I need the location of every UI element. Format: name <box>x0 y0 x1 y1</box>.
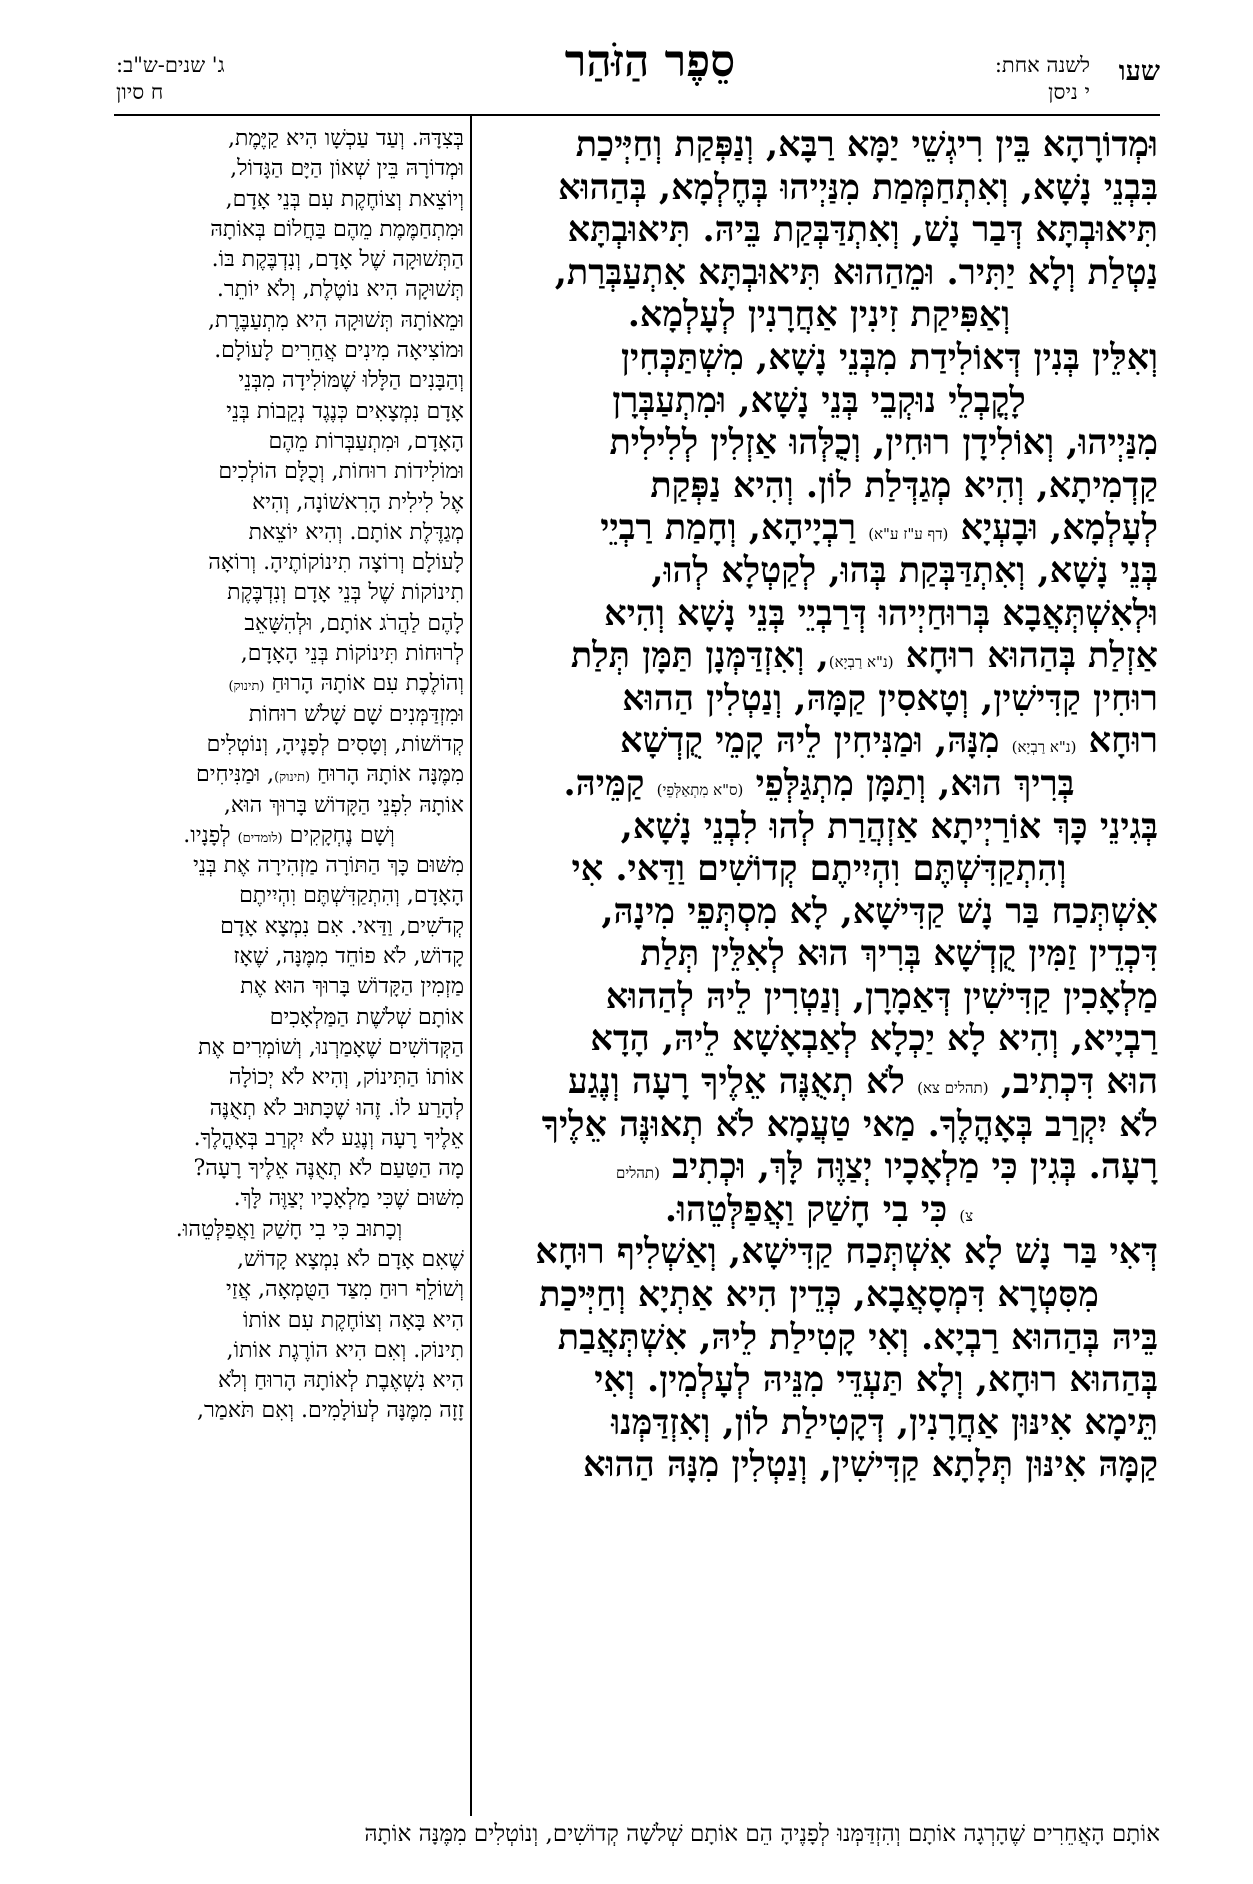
side-line: לָעוֹלָם וְרוֹצָה תִינוֹקוֹתֶיהָ. וְרוֹאָה <box>208 550 464 576</box>
side-line: הַתְּשׁוּקָה שֶׁל אָדָם, וְנִדְבֶּקֶת בּוֹ. <box>211 247 464 273</box>
main-line: מִסִּטְרָא דִּמְסָאֲבָא, כְּדֵין הִיא אַתְיָא וְחַיְּיכַת <box>539 1274 1099 1316</box>
one-year-date: י ניסן <box>1048 80 1090 104</box>
side-line: קְדוֹשׁוֹת, וְטָסִים לְפָנֶיהָ, וְנוֹטְלִים <box>206 731 464 757</box>
main-line <box>480 763 1158 806</box>
main-line: רַבְיָיא, וְהִיא לָא יַכְלָא לְאַבְאָשָׁא לֵיהּ, הָדָא <box>590 1018 1158 1060</box>
side-line: וּמִתְחַמֶּמֶת מֵהֶם בַּחֲלוֹם בְּאוֹתָהּ <box>210 216 464 242</box>
book-title: סֵפֶר הַזֹּהַר <box>564 36 736 87</box>
side-line <box>114 821 464 851</box>
side-line: וּמוֹצִיאָה מִינִים אֲחֵרִים לָעוֹלָם. <box>214 338 464 364</box>
side-line-text: וְשָׁם נֶחְקָקִים <box>289 822 395 848</box>
side-line: מַזְמִין הַקָּדוֹשׁ בָּרוּךְ הוּא אֶת <box>240 974 464 1000</box>
main-line: אִשְׁתְּכַח בַּר נָשׁ קַדִּישָׁא, לָא מִסְתְּפֵי מִינָהּ, <box>601 890 1158 932</box>
side-line: וּמִזְדַּמְּנִים שָׁם שָׁלֹשׁ רוּחוֹת <box>248 701 464 727</box>
main-line-text: רַבְיָיהָא, וְחָמַת רַבְיֵי <box>600 507 857 549</box>
main-line: קַדְמִיתָא, וְהִיא מְגַדְּלַת לוֹן. וְהִיא נַפְּקַת <box>650 464 1158 506</box>
column-divider <box>470 114 472 1816</box>
three-years-date: ח סיון <box>116 80 164 104</box>
main-line: רוּחִין קַדִּישִׁין, וְטָאסִין קַמָּהּ, וְנַטְלִין הַהוּא <box>622 677 1158 719</box>
main-line <box>480 1189 1158 1232</box>
side-line: לָהֶם לַהֲרֹג אוֹתָם, וּלְהִשָּׁאֵב <box>244 610 464 636</box>
main-line-text: רוּחָא <box>1088 720 1158 762</box>
side-line: אוֹתָהּ לִפְנֵי הַקָּדוֹשׁ בָּרוּךְ הוּא, <box>223 792 464 818</box>
side-line: וְכָתוּב כִּי בִי חָשַׁק וַאֲפַלְּטֵהוּ. <box>175 1216 403 1242</box>
side-line: מָה הַטַּעַם לֹא תְאֻנֶּה אֵלֶיךָ רָעָה? <box>193 1156 464 1182</box>
page-number: שעו <box>1118 56 1160 87</box>
main-line <box>480 1146 1158 1189</box>
side-line: וּמְדוֹרָהּ בֵּין שְׁאוֹן הַיָּם הַגָּדוֹל, <box>230 156 464 182</box>
verse-reference: צ) <box>959 1206 974 1225</box>
side-line: הָאָדָם, וְהִתְקַדִּשְׁתֶּם וִהְיִיתֶם <box>239 883 464 909</box>
main-line: דְּאִי בַּר נָשׁ לָא אִשְׁתְּכַח קַדִּישָׁא, וְאַשְׁלִיף רוּחָא <box>535 1231 1158 1273</box>
side-note: (לומדים) <box>237 830 283 846</box>
side-line <box>114 669 464 699</box>
side-line: שֶׁאִם אָדָם לֹא נִמְצָא קָדוֹשׁ, <box>237 1246 464 1272</box>
header-divider <box>114 114 1160 116</box>
main-line: בְּגִינֵי כָּךְ אוֹרַיְיתָא אַזְהֲרַת לְהוּ לִבְנֵי נָשָׁא, <box>620 805 1158 847</box>
main-line-text: מִנָּהּ, וּמַנִּיחִין לֵיהּ קָמֵי קֻדְשָׁא <box>620 720 1000 762</box>
side-line: בְּצִדָּהּ. וְעַד עַכְשָׁו הִיא קַיֶּמֶת, <box>227 126 464 151</box>
side-line: מְגַדֶּלֶת אוֹתָם. וְהִיא יוֹצֵאת <box>248 519 464 545</box>
main-line: וּמְדוֹרָהָא בֵּין רִיגְשֵׁי יַמָּא רַבָּא, וְנַפְּקַת וְחַיְּיכַת <box>575 124 1158 165</box>
main-line-text: בְּרִיךְ הוּא, וְתַמָּן מִתְגַּלְּפֵי <box>755 762 1075 804</box>
daf-reference: (דף ע"ז ע"א) <box>868 525 949 544</box>
main-line-text: קַמֵּיהּ. <box>563 762 645 804</box>
side-line: תִינוֹקוֹת שֶׁל בְּנֵי אָדָם וְנִדְבֶּקֶת <box>227 580 464 606</box>
main-line: מִנַּיְיהוּ, וְאוֹלִידָן רוּחִין, וְכֻלְּהוּ אַזְלִין לְלִילִית <box>609 422 1158 464</box>
main-line: מַלְאָכִין קַדִּישִׁין דְּאַמָרָן, וְנַטְרִין לֵיהּ לְהַהוּא <box>605 975 1158 1017</box>
side-line: קָדוֹשׁ, לֹא פוֹחֵד מִמֶּנָּה, שֶׁאָז <box>233 944 464 970</box>
side-line-text: וְהוֹלֶכֶת עִם אוֹתָהּ הָרוּחַ <box>271 671 464 697</box>
main-line: תִּיאוּבְתָּא דְּבַר נָשׁ, וְאִתְדַּבְּקַת בֵּיהּ. תִּיאוּבְתָּא <box>567 209 1158 251</box>
main-line <box>480 507 1158 550</box>
side-line: קְדֹשִׁים, וַדַּאי. אִם נִמְצָא אָדָם <box>220 913 464 939</box>
main-line: בְּנֵי נָשָׁא, וְאִתְדַּבְּקַת בְּהוּ, לְקַטְלָא לְהוּ, <box>651 549 1158 591</box>
side-line: אוֹתוֹ הַתִּינוֹק, וְהִיא לֹא יְכוֹלָה <box>228 1065 464 1091</box>
side-line <box>114 760 464 790</box>
nusach-note: (נ"א רַבְיָא) <box>828 653 894 672</box>
side-line: הִיא נִשְׁאֶבֶת לְאוֹתָהּ הָרוּחַ וְלֹא <box>218 1368 464 1394</box>
side-line: וּמוֹלִידוֹת רוּחוֹת, וְכֻלָּם הוֹלְכִים <box>218 459 464 485</box>
verse-reference: (תהלים <box>615 1164 660 1183</box>
main-line-text: אַזְלַת בְּהַהוּא רוּחָא <box>905 635 1158 677</box>
main-line: בֵּיהּ בְּהַהוּא רַבְיָא. וְאִי קָטִילַת לֵיהּ, אִשְׁתְּאֲבַת <box>557 1316 1158 1358</box>
side-note: (תינוק) <box>228 679 265 695</box>
side-line: הַקְּדוֹשִׁים שֶׁאָמַרְנוּ, וְשׁוֹמְרִים אֶת <box>198 1034 464 1060</box>
main-text-column <box>480 124 1158 1487</box>
side-line: וְיוֹצֵאת וְצוֹחֶקֶת עִם בְּנֵי אָדָם, <box>225 186 464 212</box>
main-line-text: הוּא דִּכְתִיב, <box>1000 1061 1158 1103</box>
bottom-continuation-line: אוֹתָם הָאֲחֵרִים שֶׁהָרְגָה אוֹתָם וְהִזְדַּמְּנוּ לְפָנֶיהָ הֵם אוֹתָם שְׁלֹשָׁה קְדוֹשִׁים, וְנוֹטְלִים מִמֶּנָּה אוֹתָהּ <box>364 1821 1160 1847</box>
reading-schedule-three-years <box>116 52 316 106</box>
side-line: מִשּׁוּם כָּךְ הַתּוֹרָה מַזְהִירָה אֶת בְּנֵי <box>193 853 464 879</box>
main-line: בְּהַהוּא רוּחָא, וְלָא תַּעְדֵּי מִנֵּיהּ לְעָלְמִין. וְאִי <box>594 1359 1158 1401</box>
main-line: דִּכְדֵין זַמִּין קֻדְשָׁא בְּרִיךְ הוּא לְאִלֵּין תְּלַת <box>640 933 1158 975</box>
main-line: וְהִתְקַדִּשְׁתֶּם וִהְיִיתֶם קְדוֹשִׁים וַדַּאי. אִי <box>571 848 1067 890</box>
reading-schedule-one-year <box>980 52 1090 106</box>
main-line: תֵּימָא אִינּוּן אַחֲרָנִין, דְּקָטִילַת לוֹן, וְאִזְדַּמְּנוּ <box>611 1401 1158 1443</box>
main-line-text: רָעָה. בְּגִין כִּי מַלְאָכָיו יְצַוֶּה לָּךְ, וּכְתִיב <box>672 1146 1158 1188</box>
main-line: וּלְאִשְׁתְּאֲבָא בְּרוּחַיְיהוּ דְּרַבְיֵי בְּנֵי נָשָׁא וְהִיא <box>604 592 1158 634</box>
side-line: אוֹתָם שְׁלֹשֶׁת הַמַּלְאָכִים <box>269 1004 464 1030</box>
side-note: (תינוק) <box>274 770 311 786</box>
nusach-note: (נ"א רַבְיָא) <box>1011 738 1077 757</box>
main-line: בִּבְנֵי נָשָׁא, וְאִתְחַמְּמַת מִנַּיְיהוּ בְּחֶלְמָא, בְּהַהוּא <box>558 166 1158 208</box>
side-line: לְרוּחוֹת תִּינוֹקוֹת בְּנֵי הָאָדָם, <box>240 641 464 667</box>
verse-text: לֹא תְאֻנֶּה אֵלֶיךָ רָעָה וְנֶגַע <box>567 1061 905 1103</box>
side-line: תְּשׁוּקָה הִיא נוֹטֶלֶת, וְלֹא יוֹתֵר. <box>216 277 464 303</box>
main-line-text: , וְאִזְדַּמְּנָן תַּמָּן תְּלַת <box>570 635 829 677</box>
main-line: וְאַפִּיקַת זִינִין אַחֲרָנִין לְעָלְמָא. <box>627 294 1011 336</box>
main-line: לֹא יִקְרַב בְּאָהֳלֶךָ. מַאי טַעֲמָא לֹא תְאוּנֶּה אֵלֶיךָ <box>541 1103 1158 1145</box>
side-line-text: , וּמַנִּיחִים <box>196 762 275 788</box>
main-line-text: כִּי בִי חָשַׁק וַאֲפַלְּטֵהוּ. <box>664 1188 948 1230</box>
three-years-label: ג' שנים-ש"ב: <box>116 53 225 77</box>
side-line: הָאָדָם, וּמִתְעַבְּרוֹת מֵהֶם <box>268 428 464 454</box>
side-line: אֵלֶיךָ רָעָה וְנֶגַע לֹא יִקְרַב בְּאָהֳלֶךָ. <box>193 1125 464 1151</box>
side-line: תִינוֹק. וְאִם הִיא הוֹרֶגֶת אוֹתוֹ, <box>226 1337 464 1363</box>
side-line: וְשׁוֹלֵף רוּחַ מִצַּד הַטֻּמְאָה, אֲזַי <box>225 1277 464 1303</box>
main-line: לָקֳבְלֵי נוּקְבֵי בְּנֵי נָשָׁא, וּמִתְעַבְּרָן <box>612 379 1026 421</box>
nusach-note: (ס"א מִתְאַלְּפֵי) <box>656 780 744 799</box>
side-line: זָזָה מִמֶּנָּה לְעוֹלָמִים. וְאִם תֹּאמַר, <box>197 1398 464 1424</box>
side-line: מִשּׁוּם שֶׁכִּי מַלְאָכָיו יְצַוֶּה לָּךְ. <box>233 1186 464 1212</box>
side-line: וְהַבָּנִים הַלָּלוּ שֶׁמּוֹלִידָה מִבְּנֵי <box>238 368 464 394</box>
side-line: לְהָרַע לוֹ. זֶהוּ שֶׁכָּתוּב לֹא תְאֻנֶּה <box>209 1095 464 1121</box>
verse-reference: (תהלים צא) <box>917 1079 989 1098</box>
side-line: אֶל לִילִית הָרִאשׁוֹנָה, וְהִיא <box>252 489 464 515</box>
main-line: קַמָּהּ אִינּוּן תְּלָתָא קַדִּישִׁין, וְנַטְלִין מִנָּהּ הַהוּא <box>583 1444 1158 1486</box>
main-line <box>480 635 1158 678</box>
main-line: נַטְלַת וְלָא יַתִּיר. וּמֵהַהוּא תִּיאוּבְתָּא אִתְעַבְּרַת, <box>554 251 1158 293</box>
main-line <box>480 1061 1158 1104</box>
side-line: הִיא בָּאָה וְצוֹחֶקֶת עִם אוֹתוֹ <box>242 1307 464 1333</box>
side-line-text: לְפָנָיו. <box>183 822 231 848</box>
main-line <box>480 720 1158 763</box>
side-line: וּמֵאוֹתָהּ תְּשׁוּקָה הִיא מִתְעַבֶּרֶת, <box>208 307 464 333</box>
translation-column <box>114 124 464 1427</box>
side-line: אָדָם נִמְצָאִים כְּנֶגֶד נְקֵבוֹת בְּנֵי <box>226 398 464 424</box>
main-line-text: לְעָלְמָא, וּבָעְיָא <box>960 507 1158 549</box>
one-year-label: לשנה אחת: <box>994 53 1090 77</box>
side-line-text: מִמֶּנָּה אוֹתָהּ הָרוּחַ <box>317 762 464 788</box>
main-line: וְאִלֵּין בְּנִין דְּאוֹלִידַת מִבְּנֵי נָשָׁא, מִשְׁתַּכְּחִין <box>621 336 1158 378</box>
